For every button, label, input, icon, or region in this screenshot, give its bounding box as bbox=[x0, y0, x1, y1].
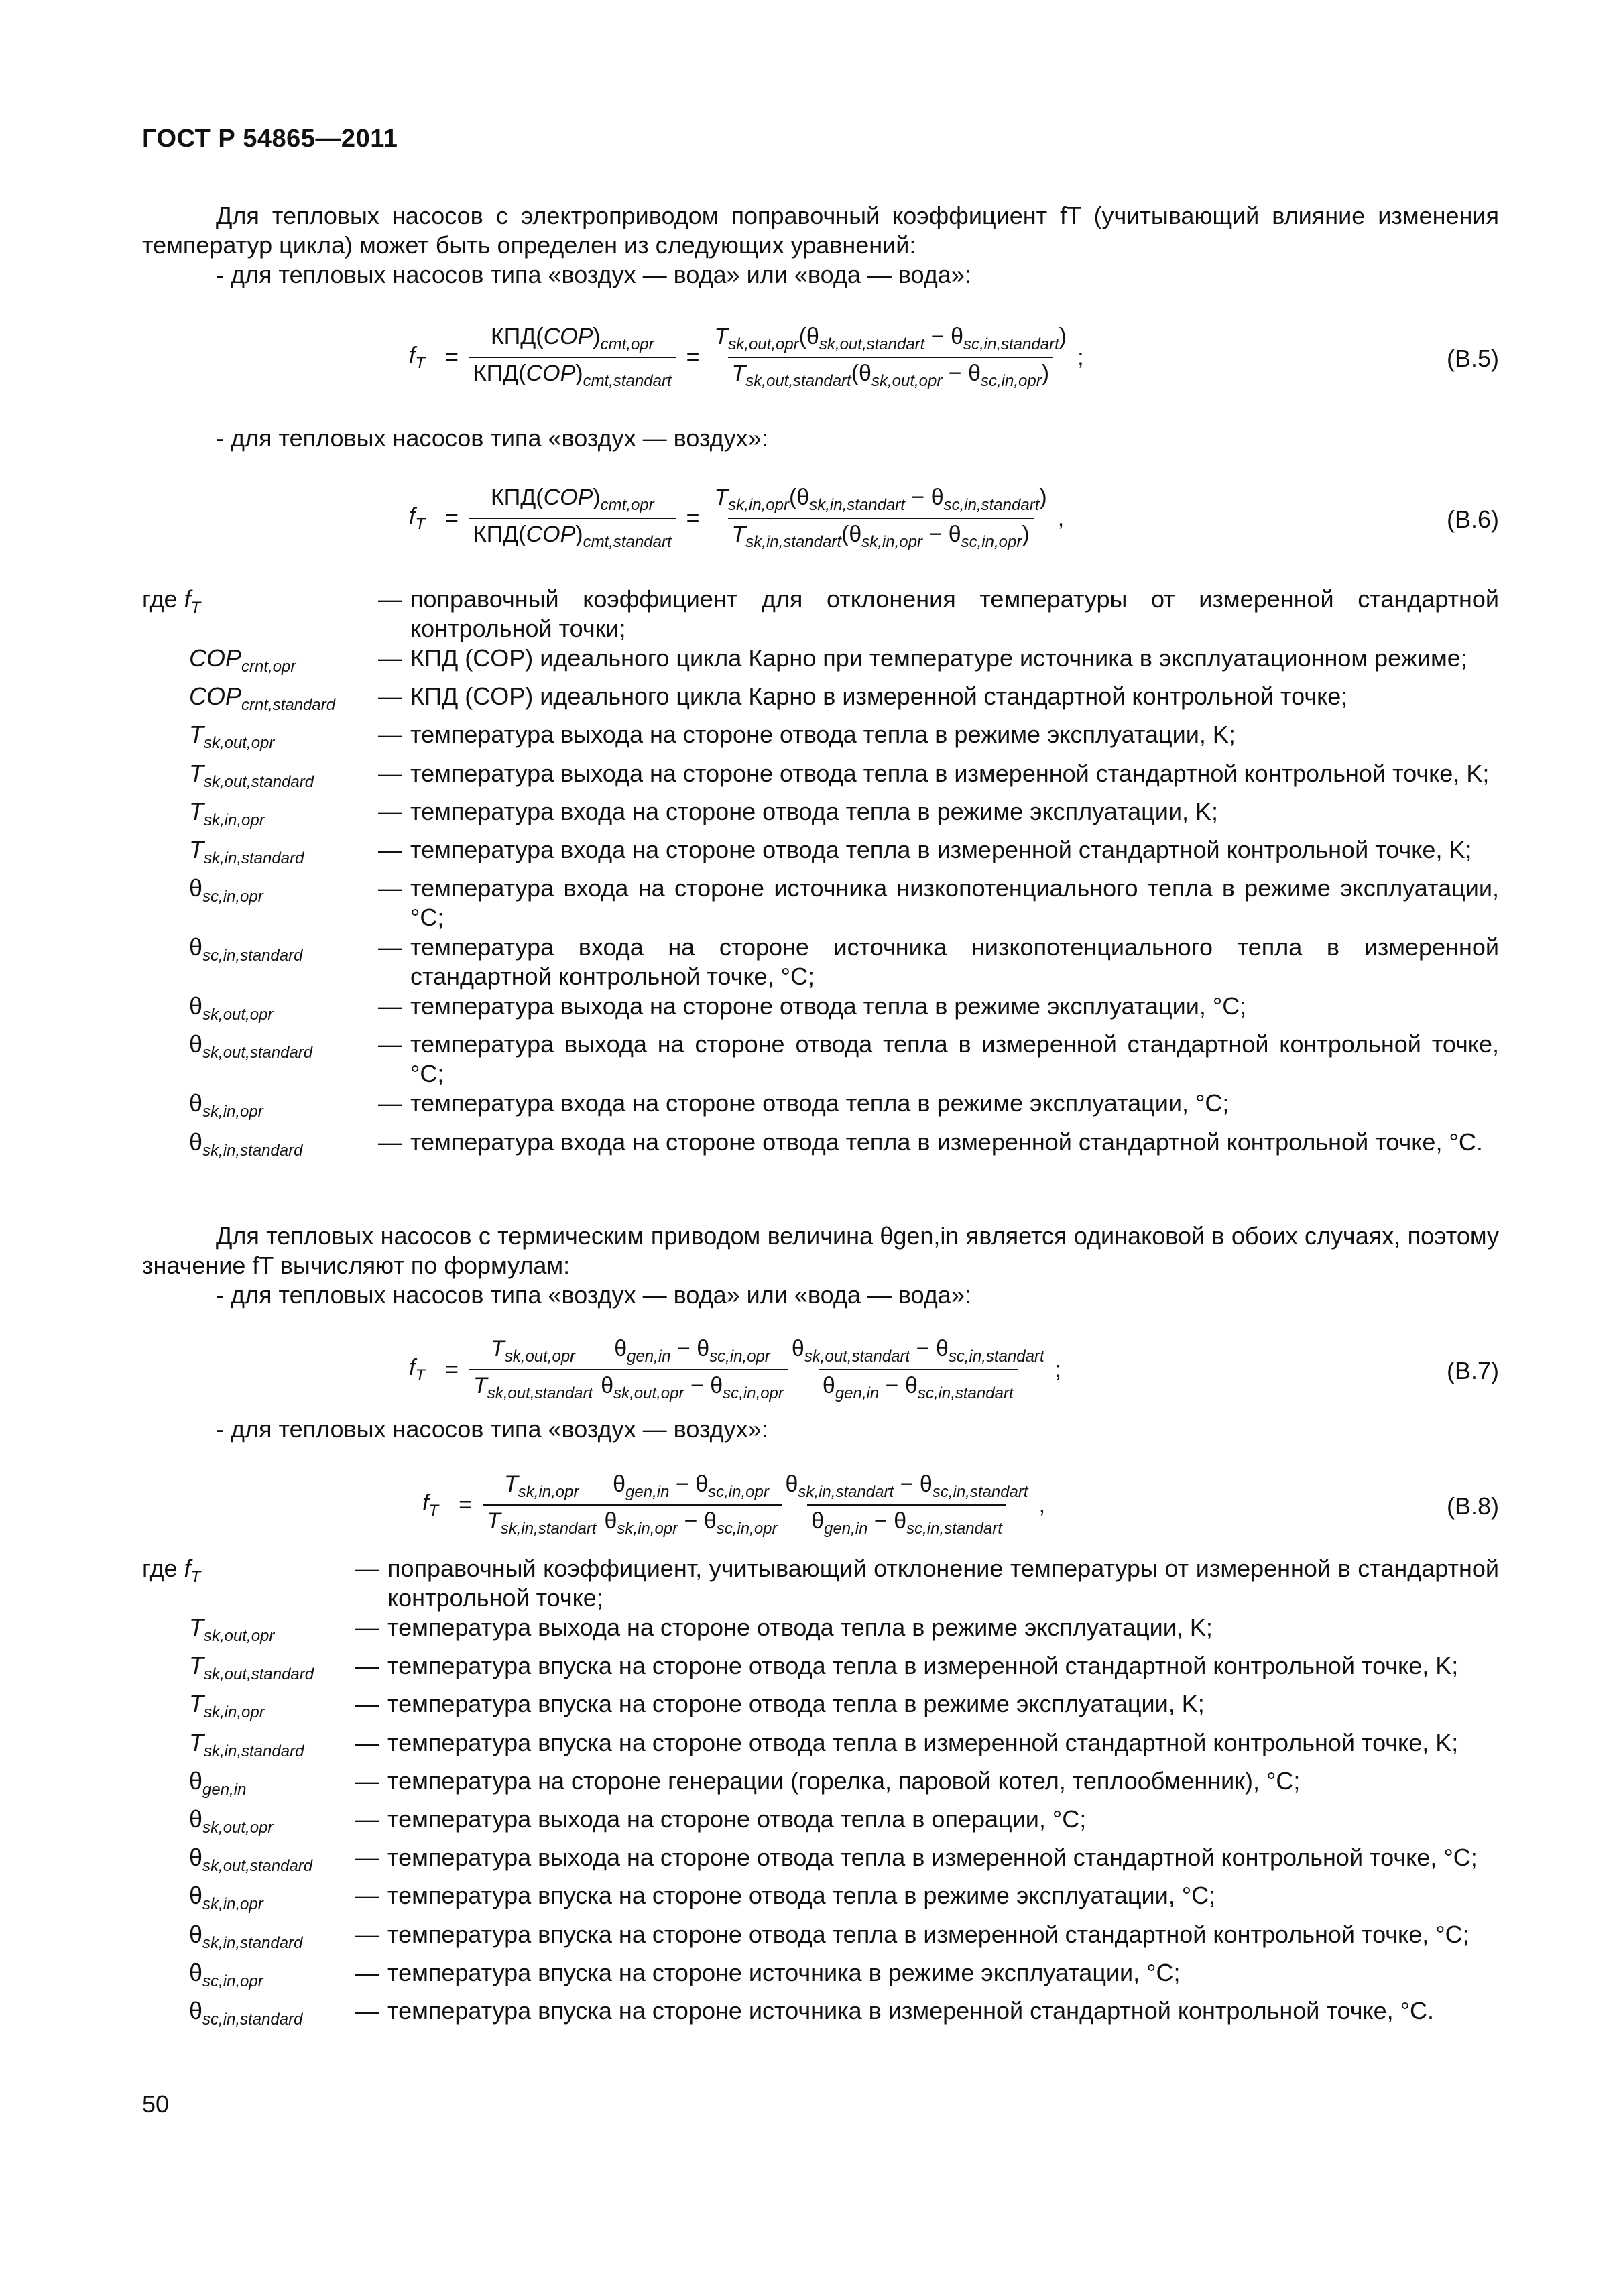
legend-symbol-letter: θ bbox=[189, 1089, 203, 1117]
legend-description: температура входа на стороне источника низкопотенциального тепла в режиме эксплуатации, °C; bbox=[410, 874, 1499, 932]
legend-dash: — bbox=[355, 1766, 379, 1795]
legend-row bbox=[142, 1958, 1499, 1996]
legend-symbol-subscript: sk,out,opr bbox=[204, 1627, 275, 1646]
legend-symbol bbox=[142, 759, 370, 797]
legend-description: температура выхода на стороне отвода тепла в измеренной стандартной контрольной точке, °C; bbox=[387, 1844, 1478, 1872]
legend-symbol-subscript: sk,in,standard bbox=[204, 849, 304, 868]
legend-symbol-subscript: sc,in,standard bbox=[202, 947, 303, 965]
formula-number: (В.5) bbox=[1446, 345, 1499, 372]
legend-dash: — bbox=[355, 1844, 379, 1872]
legend-row bbox=[142, 1651, 1499, 1689]
legend-symbol-subscript: T bbox=[190, 1568, 201, 1587]
legend-symbol bbox=[142, 1651, 347, 1689]
legend-row bbox=[142, 1920, 1499, 1958]
legend-row bbox=[142, 835, 1499, 873]
legend-symbol-subscript: sk,out,standard bbox=[202, 1857, 313, 1876]
legend-symbol-letter: θ bbox=[189, 1920, 203, 1948]
legend-symbol bbox=[142, 1689, 347, 1728]
legend-symbol-letter: θ bbox=[189, 1844, 203, 1872]
formula-number: (В.8) bbox=[1446, 1492, 1499, 1520]
page-number: 50 bbox=[142, 2090, 170, 2118]
legend-symbol-letter: θ bbox=[189, 933, 203, 961]
legend-symbol-subscript: sk,out,standard bbox=[204, 772, 314, 791]
formula-b6: $f_T$ = $\frac{КПД(COP)_{cmt,opr}}{КПД(COP)_{cmt,standart}}$ = $\frac{T_{sk,in,opr}(\theta_{sk,in,standart} - \theta_{sc,in,standart})}{T_{sk,in,standart}(\theta_{sk,in,opr} - \theta_{sc,in,opr})}$ , (В.6) bbox=[409, 485, 1499, 551]
legend-symbol-letter: T bbox=[189, 721, 204, 749]
legend-row bbox=[142, 585, 1499, 644]
legend-dash: — bbox=[355, 1996, 379, 2025]
legend-row bbox=[142, 1881, 1499, 1919]
legend-row bbox=[142, 1843, 1499, 1881]
legend-description: температура входа на стороне отвода тепла в измеренной стандартной контрольной точке, K; bbox=[410, 835, 1472, 863]
legend-dash: — bbox=[378, 874, 402, 902]
legend-dash: — bbox=[378, 1128, 402, 1156]
legend-description: температура впуска на стороне отвода тепла в измеренной стандартной контрольной точке, K; bbox=[387, 1728, 1459, 1756]
legend-description: поправочный коэффициент для отклонения температуры от измеренной стандартной контрольной точки; bbox=[410, 585, 1499, 642]
legend-symbol-subscript: sk,in,standard bbox=[202, 1141, 303, 1160]
legend-description: поправочный коэффициент, учитывающий отклонение температуры от измеренной в стандартной контрольной точке; bbox=[387, 1555, 1499, 1612]
legend-row bbox=[142, 759, 1499, 797]
legend-description: температура выхода на стороне отвода тепла в операции, °C; bbox=[387, 1805, 1087, 1833]
legend-description: КПД (COP) идеального цикла Карно при температуре источника в эксплуатационном режиме; bbox=[410, 644, 1467, 672]
legend-description: температура входа на стороне источника низкопотенциального тепла в измеренной стандартной контрольной точке, °C; bbox=[410, 933, 1499, 991]
legend-symbol bbox=[142, 797, 370, 835]
legend-dash: — bbox=[378, 1089, 402, 1117]
legend-symbol-subscript: T bbox=[190, 599, 201, 617]
legend-symbol-letter: T bbox=[189, 759, 204, 787]
legend-symbol bbox=[142, 1805, 347, 1843]
legend-prefix: где bbox=[142, 585, 184, 613]
legend-symbol-letter: θ bbox=[189, 1882, 203, 1910]
legend-symbol-letter: COP bbox=[189, 682, 242, 711]
formula-number: (В.6) bbox=[1446, 505, 1499, 533]
legend-dash: — bbox=[378, 835, 402, 863]
legend-dash: — bbox=[378, 644, 402, 672]
legend-dash: — bbox=[355, 1690, 379, 1718]
legend-row bbox=[142, 1030, 1499, 1089]
legend-symbol-letter: θ bbox=[189, 1996, 203, 2025]
legend-description: температура впуска на стороне источника в режиме эксплуатации, °C; bbox=[387, 1958, 1181, 1986]
legend-dash: — bbox=[355, 1614, 379, 1641]
legend-symbol-subscript: sc,in,opr bbox=[202, 1972, 263, 1990]
bullet-air-water-2: - для тепловых насосов типа «воздух — вода» или «вода — вода»: bbox=[216, 1281, 971, 1309]
legend-symbol-subscript: sk,out,standard bbox=[204, 1665, 314, 1684]
legend-symbol-subscript: sk,out,opr bbox=[202, 1819, 274, 1837]
legend-symbol-letter: T bbox=[189, 1652, 204, 1680]
legend-symbol bbox=[142, 585, 370, 644]
legend-first bbox=[142, 585, 1499, 1166]
legend-description: температура впуска на стороне отвода тепла в измеренной стандартной контрольной точке, °C; bbox=[387, 1920, 1469, 1948]
legend-row bbox=[142, 644, 1499, 682]
legend-second bbox=[142, 1554, 1499, 2035]
legend-dash: — bbox=[378, 585, 402, 613]
legend-symbol-letter: θ bbox=[189, 992, 203, 1020]
legend-symbol bbox=[142, 1613, 347, 1651]
legend-description: температура выхода на стороне отвода тепла в режиме эксплуатации, K; bbox=[410, 721, 1236, 749]
bullet-air-air: - для тепловых насосов типа «воздух — воздух»: bbox=[216, 424, 768, 452]
legend-symbol-subscript: gen,in bbox=[202, 1780, 247, 1799]
legend-symbol-letter: T bbox=[189, 1614, 204, 1641]
legend-symbol-subscript: sk,out,opr bbox=[204, 734, 275, 753]
formula-number: (В.7) bbox=[1446, 1357, 1499, 1384]
legend-dash: — bbox=[378, 682, 402, 711]
legend-description: температура впуска на стороне источника в измеренной стандартной контрольной точке, °C. bbox=[387, 1996, 1435, 2025]
legend-row bbox=[142, 1128, 1499, 1166]
legend-symbol bbox=[142, 1996, 347, 2035]
legend-row bbox=[142, 1996, 1499, 2035]
legend-description: температура впуска на стороне отвода тепла в режиме эксплуатации, °C; bbox=[387, 1882, 1216, 1910]
legend-symbol-letter: T bbox=[189, 835, 204, 863]
legend-symbol bbox=[142, 720, 370, 758]
legend-row bbox=[142, 932, 1499, 991]
legend-description: температура выхода на стороне отвода тепла в режиме эксплуатации, °C; bbox=[410, 992, 1247, 1020]
legend-dash: — bbox=[355, 1958, 379, 1986]
legend-symbol-letter: T bbox=[189, 1728, 204, 1756]
legend-symbol bbox=[142, 873, 370, 932]
legend-symbol bbox=[142, 1030, 370, 1089]
legend-row bbox=[142, 797, 1499, 835]
legend-row bbox=[142, 1554, 1499, 1613]
legend-description: температура входа на стороне отвода тепла в режиме эксплуатации, °C; bbox=[410, 1089, 1229, 1117]
legend-symbol bbox=[142, 1881, 347, 1919]
legend-row bbox=[142, 1689, 1499, 1728]
legend-dash: — bbox=[355, 1728, 379, 1756]
legend-symbol-letter: θ bbox=[189, 1958, 203, 1986]
legend-dash: — bbox=[355, 1920, 379, 1948]
legend-row bbox=[142, 1805, 1499, 1843]
legend-symbol bbox=[142, 1843, 347, 1881]
legend-symbol-subscript: sk,in,opr bbox=[204, 810, 265, 829]
legend-dash: — bbox=[378, 797, 402, 825]
legend-symbol-subscript: sk,out,opr bbox=[202, 1006, 274, 1024]
legend-symbol bbox=[142, 991, 370, 1030]
legend-row bbox=[142, 873, 1499, 932]
legend-row bbox=[142, 1613, 1499, 1651]
legend-symbol bbox=[142, 682, 370, 720]
legend-dash: — bbox=[378, 933, 402, 961]
legend-description: температура на стороне генерации (горелка, паровой котел, теплообменник), °C; bbox=[387, 1766, 1301, 1795]
legend-row bbox=[142, 1728, 1499, 1766]
thermal-drive-paragraph: Для тепловых насосов с термическим приводом величина θgen,in является одинаковой в обоих случаях, поэтому значение fT вычисляют по формулам: bbox=[142, 1222, 1499, 1279]
formula-b8: $f_T$ = $\frac{T_{sk,in,opr}}{T_{sk,in,standart}}$ $\frac{\theta_{gen,in} - \theta_{sc,in,opr}}{\theta_{sk,in,opr} - \theta_{sc,in,opr}}$ $\frac{\theta_{sk,in,standart} - \theta_{sc,in,standart}}{\theta_{gen,in} - \theta_{sc,in,standart}}$ , (В.8) bbox=[422, 1471, 1499, 1538]
legend-description: температура входа на стороне отвода тепла в режиме эксплуатации, K; bbox=[410, 797, 1218, 825]
legend-dash: — bbox=[355, 1652, 379, 1680]
legend-dash: — bbox=[378, 992, 402, 1020]
legend-symbol-letter: θ bbox=[189, 1030, 203, 1059]
legend-dash: — bbox=[355, 1882, 379, 1910]
legend-dash: — bbox=[378, 1030, 402, 1059]
legend-prefix: где bbox=[142, 1555, 184, 1582]
legend-symbol-subscript: sk,in,opr bbox=[202, 1103, 263, 1122]
legend-dash: — bbox=[378, 721, 402, 749]
legend-symbol-subscript: sk,in,opr bbox=[204, 1703, 265, 1722]
legend-symbol-letter: θ bbox=[189, 1766, 203, 1795]
legend-row bbox=[142, 1766, 1499, 1805]
legend-symbol-subscript: sk,out,standard bbox=[202, 1044, 313, 1063]
legend-symbol-subscript: sk,in,opr bbox=[202, 1895, 263, 1914]
legend-symbol-letter: θ bbox=[189, 1805, 203, 1833]
legend-row bbox=[142, 720, 1499, 758]
legend-symbol bbox=[142, 1089, 370, 1127]
bullet-air-air-2: - для тепловых насосов типа «воздух — воздух»: bbox=[216, 1415, 768, 1443]
legend-dash: — bbox=[355, 1805, 379, 1833]
legend-symbol bbox=[142, 1920, 347, 1958]
legend-symbol bbox=[142, 932, 370, 991]
document-header: ГОСТ Р 54865—2011 bbox=[142, 125, 398, 153]
legend-symbol-subscript: crnt,opr bbox=[241, 658, 296, 676]
legend-symbol-subscript: crnt,standard bbox=[241, 696, 336, 715]
legend-row bbox=[142, 991, 1499, 1030]
intro-paragraph: Для тепловых насосов с электроприводом поправочный коэффициент fT (учитывающий влияние изменения температур цикла) может быть определен из следующих уравнений: bbox=[142, 202, 1499, 259]
legend-symbol bbox=[142, 1554, 347, 1613]
legend-dash: — bbox=[378, 759, 402, 787]
legend-symbol bbox=[142, 835, 370, 873]
legend-symbol bbox=[142, 1766, 347, 1805]
legend-symbol bbox=[142, 1728, 347, 1766]
legend-symbol bbox=[142, 1128, 370, 1166]
legend-symbol-letter: θ bbox=[189, 874, 203, 902]
legend-symbol-letter: θ bbox=[189, 1128, 203, 1156]
legend-symbol-subscript: sc,in,opr bbox=[202, 888, 263, 906]
formula-b5: $f_T$ = $\frac{КПД(COP)_{cmt,opr}}{КПД(COP)_{cmt,standart}}$ = $\frac{T_{sk,out,opr}(\theta_{sk,out,standart} - \theta_{sc,in,standart})}{T_{sk,out,standart}(\theta_{sk,out,opr} - \theta_{sc,in,opr})}$ ; (В.5) bbox=[409, 324, 1499, 390]
legend-symbol-letter: f bbox=[184, 585, 191, 613]
legend-description: температура выхода на стороне отвода тепла в измеренной стандартной контрольной точке, °C; bbox=[410, 1030, 1499, 1088]
legend-description: температура впуска на стороне отвода тепла в режиме эксплуатации, K; bbox=[387, 1690, 1205, 1718]
legend-description: температура выхода на стороне отвода тепла в режиме эксплуатации, K; bbox=[387, 1614, 1213, 1641]
legend-row bbox=[142, 1089, 1499, 1127]
legend-symbol-subscript: sk,in,standard bbox=[204, 1742, 304, 1760]
legend-symbol bbox=[142, 644, 370, 682]
legend-symbol-letter: T bbox=[189, 1690, 204, 1718]
legend-symbol-subscript: sc,in,standard bbox=[202, 2010, 303, 2029]
legend-description: температура выхода на стороне отвода тепла в измеренной стандартной контрольной точке, K; bbox=[410, 759, 1490, 787]
legend-symbol-subscript: sk,in,standard bbox=[202, 1933, 303, 1952]
legend-dash: — bbox=[355, 1555, 379, 1582]
legend-description: температура впуска на стороне отвода тепла в измеренной стандартной контрольной точке, K; bbox=[387, 1652, 1459, 1680]
legend-row bbox=[142, 682, 1499, 720]
legend-symbol-letter: COP bbox=[189, 644, 242, 672]
legend-symbol-letter: T bbox=[189, 797, 204, 825]
legend-description: КПД (COP) идеального цикла Карно в измеренной стандартной контрольной точке; bbox=[410, 682, 1348, 711]
legend-symbol bbox=[142, 1958, 347, 1996]
bullet-air-water: - для тепловых насосов типа «воздух — вода» или «вода — вода»: bbox=[216, 261, 971, 288]
formula-b7: $f_T$ = $\frac{T_{sk,out,opr}}{T_{sk,out,standart}}$ $\frac{\theta_{gen,in} - \theta_{sc,in,opr}}{\theta_{sk,out,opr} - \theta_{sc,in,opr}}$ $\frac{\theta_{sk,out,standart} - \theta_{sc,in,standart}}{\theta_{gen,in} - \theta_{sc,in,standart}}$ ; (В.7) bbox=[409, 1336, 1499, 1402]
legend-description: температура входа на стороне отвода тепла в измеренной стандартной контрольной точке, °C. bbox=[410, 1128, 1483, 1156]
legend-symbol-letter: f bbox=[184, 1555, 191, 1582]
